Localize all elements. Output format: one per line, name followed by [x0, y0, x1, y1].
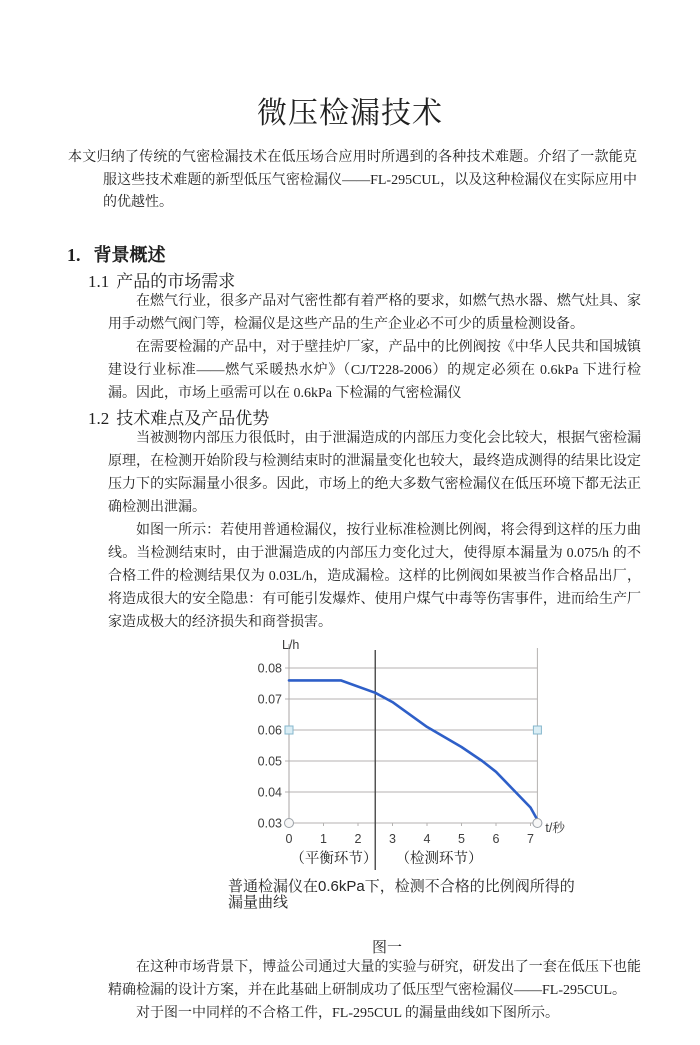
- paragraph: 在需要检漏的产品中，对于壁挂炉厂家，产品中的比例阀按《中华人民共和国城镇建设行业标准——燃气采暖热水炉》（CJ/T228-2006）的规定必须在 0.6kPa 下进行检漏。因此，市场上亟需可以在 0.6kPa 下检漏的气密检漏仪: [108, 340, 641, 401]
- x-tick-label: 7: [527, 832, 534, 846]
- x-tick-label: 6: [492, 832, 500, 846]
- x-tick-label: 2: [354, 832, 362, 846]
- paragraph: 当被测物内部压力很低时，由于泄漏造成的内部压力变化会比较大，根据气密检漏原理，在检测开始阶段与检测结束时的泄漏量变化也较大，最终造成测得的结果比设定压力下的实际漏量小很多。因此，市场上的绝大多数气密检漏仪在低压环境下都无法正确检测出泄漏。: [108, 431, 641, 515]
- y-tick-label: 0.04: [257, 785, 282, 800]
- leak-curve: [289, 680, 537, 820]
- phase-label: （平衡环节）: [290, 851, 378, 867]
- section-title: 背景概述: [93, 245, 166, 265]
- square-marker: [533, 726, 541, 734]
- section-heading-background: [67, 241, 166, 267]
- abstract-paragraph: 本文归纳了传统的气密检漏技术在低压场合应用时所遇到的各种技术难题。介绍了一款能克服这些技术难题的新型低压气密检漏仪——FL-295CUL，以及这种检漏仪在实际应用中的优越性。: [68, 150, 637, 210]
- paragraph: 在这种市场背景下，博益公司通过大量的实验与研究，研发出了一套在低压下也能精确检漏的设计方案，并在此基础上研制成功了低压型气密检漏仪——FL-295CUL。: [108, 960, 641, 998]
- y-tick-label: 0.07: [257, 692, 282, 707]
- figure-caption-line: 漏量曲线: [228, 893, 289, 911]
- y-tick-label: 0.05: [257, 754, 282, 769]
- y-tick-label: 0.08: [257, 661, 282, 676]
- leakage-curve-chart: [251, 634, 591, 876]
- x-tick-label: 3: [389, 832, 396, 846]
- section-number: 1.: [67, 245, 81, 265]
- document-title: 微压检漏技术: [257, 97, 443, 130]
- subsection-number: 1.2: [88, 409, 110, 428]
- square-marker: [285, 726, 293, 734]
- circle-marker: [285, 819, 294, 828]
- phase-label: （检测环节）: [395, 851, 483, 867]
- circle-marker: [533, 819, 542, 828]
- y-tick-label: 0.06: [257, 723, 282, 738]
- paragraph: 在燃气行业，很多产品对气密性都有着严格的要求，如燃气热水器、燃气灶具、家用手动燃气阀门等，检漏仪是这些产品的生产企业必不可少的质量检测设备。: [108, 294, 641, 332]
- paragraph: 如图一所示：若使用普通检漏仪，按行业标准检测比例阀，将会得到这样的压力曲线。当检测结束时，由于泄漏造成的内部压力变化过大，使得原本漏量为 0.075/h 的不合格工件的检测结果仅为 0.03L/h，造成漏检。这样的比例阀如果被当作合格品出厂，将造成很大的安全隐患：有可能引发爆炸、使用户煤气中毒等伤害事件，进而给生产厂家造成极大的经济损失和商誉损害。: [108, 523, 641, 630]
- x-tick-label: 5: [458, 832, 465, 846]
- figure-caption: [228, 879, 575, 910]
- x-axis-title: t/秒: [545, 821, 565, 835]
- x-tick-label: 1: [320, 832, 327, 846]
- y-tick-label: 0.03: [257, 816, 282, 831]
- y-axis-title: L/h: [282, 638, 300, 652]
- figure-label: 图一: [372, 940, 403, 956]
- subsection-number: 1.1: [88, 272, 110, 291]
- figure-caption-line: 普通检漏仪在0.6kPa下，检测不合格的比例阀所得的: [228, 878, 575, 895]
- subsection-heading-technical-difficulties: [88, 404, 269, 429]
- subsection-title: 技术难点及产品优势: [116, 409, 270, 428]
- x-tick-label: 0: [285, 832, 293, 846]
- paragraph: 对于图一中同样的不合格工件，FL-295CUL 的漏量曲线如下图所示。: [136, 1006, 559, 1021]
- subsection-heading-market-demand: [88, 267, 235, 292]
- x-tick-label: 4: [423, 832, 431, 846]
- subsection-title: 产品的市场需求: [116, 272, 236, 291]
